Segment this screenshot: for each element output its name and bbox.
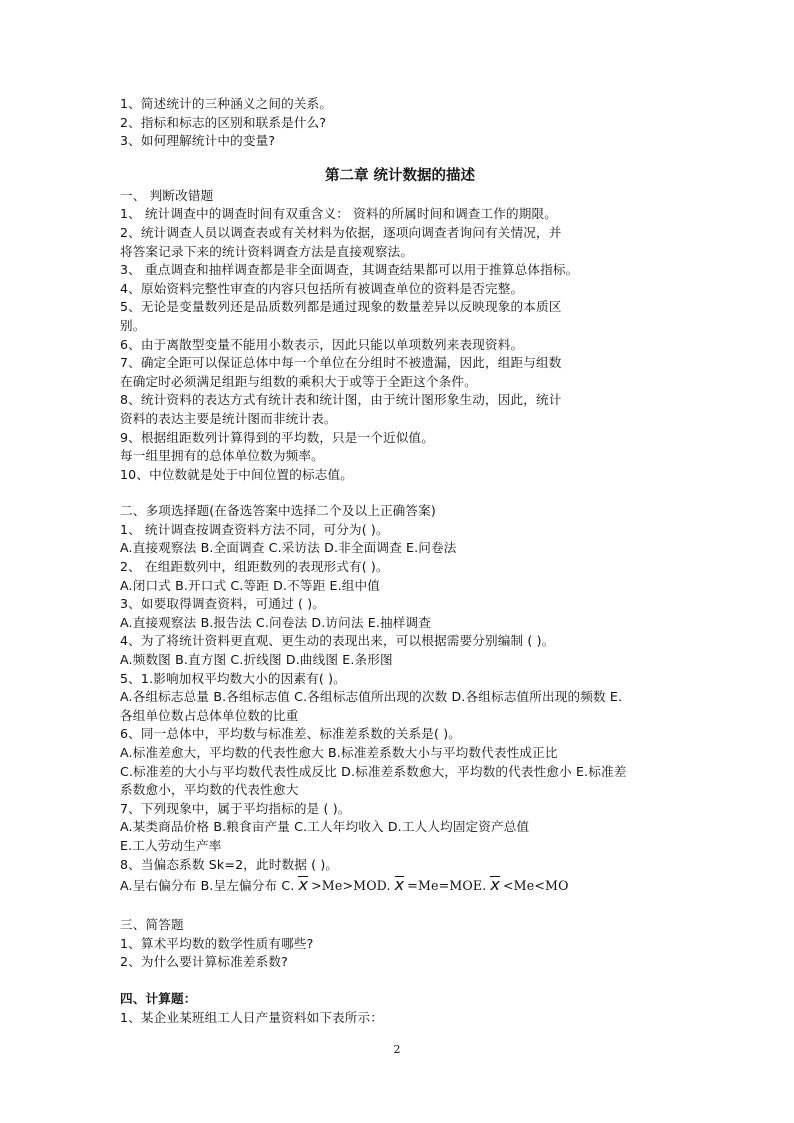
question-line: 资料的表达主要是统计图而非统计表。: [120, 410, 337, 426]
section-multiple-choice: [120, 502, 680, 898]
question-line: 10、中位数就是处于中间位置的标志值。: [120, 466, 353, 482]
question-line: 6、由于离散型变量不能用小数表示，因此只能以单项数列来表现资料。: [120, 336, 524, 352]
option-line: E.工人劳动生产率: [120, 837, 222, 853]
chapter-title: 第二章 统计数据的描述: [324, 167, 476, 184]
section-true-false: [120, 187, 680, 485]
question-line: 4、原始资料完整性审查的内容只包括所有被调查单位的资料是否完整。: [120, 280, 524, 296]
intro-line: 2、指标和标志的区别和联系是什么?: [120, 114, 327, 130]
question-line: 将答案记录下来的统计资料调查方法是直接观察法。: [120, 243, 414, 259]
question-line: 3、如要取得调查资料，可通过 ( )。: [120, 596, 326, 612]
formula-option-line: [120, 874, 680, 898]
question-line: 6、同一总体中，平均数与标准差、标准差系数的关系是( )。: [120, 726, 462, 742]
option-line: A.直接观察法 B.报告法 C.问卷法 D.访问法 E.抽样调查: [120, 614, 431, 630]
question-line: 9、根据组距数列计算得到的平均数，只是一个近似值。: [120, 429, 435, 445]
option-line: C.标准差的大小与平均数代表性成反比 D.标准差系数愈大，平均数的代表性愈小 E.标准差: [120, 763, 627, 779]
question-line: 1、算术平均数的数学性质有哪些?: [120, 935, 314, 951]
question-line: 5、无论是变量数列还是品质数列都是通过现象的数量差异以反映现象的本质区: [120, 299, 562, 315]
question-line: 3、 重点调查和抽样调查都是非全面调查，其调查结果都可以用于推算总体指标。: [120, 262, 579, 278]
intro-line: 3、如何理解统计中的变量?: [120, 133, 276, 149]
question-line: 在确定时必须满足组距与组数的乘积大于或等于全距这个条件。: [120, 373, 477, 389]
intro-line: 1、简述统计的三种涵义之间的关系。: [120, 96, 333, 111]
question-line: 4、为了将统计资料更直观、更生动的表现出来，可以根据需要分别编制 ( )。: [120, 633, 555, 649]
section-heading: 三、简答题: [120, 917, 184, 933]
question-line: 8、当偏态系数 Sk=2，此时数据 ( )。: [120, 856, 339, 872]
option-line: A.各组标志总量 B.各组标志值 C.各组标志值所出现的次数 D.各组标志值所出现的频数 E.: [120, 689, 623, 705]
formula-text-a: A.呈右偏分布 B.呈左偏分布 C.: [120, 878, 295, 894]
question-line: 2、为什么要计算标准差系数?: [120, 954, 288, 970]
question-line: 2、 在组距数列中，组距数列的表现形式有( )。: [120, 559, 389, 575]
option-line: A.闭口式 B.开口式 C.等距 D.不等距 E.组中值: [120, 577, 381, 593]
x-bar-symbol: x: [298, 875, 309, 895]
section-heading: 一、 判断改错题: [120, 187, 214, 203]
section-short-answer: [120, 916, 680, 972]
question-line: 2、统计调查人员以调查表或有关材料为依据，逐项向调查者询问有关情况，并: [120, 224, 562, 240]
x-bar-symbol: x: [490, 875, 500, 895]
intro-questions: [120, 95, 680, 151]
question-line: 每一组里拥有的总体单位数为频率。: [120, 448, 324, 464]
question-line: 5、1.影响加权平均数大小的因素有( )。: [120, 670, 346, 686]
option-line: A.某类商品价格 B.粮食亩产量 C.工人年均收入 D.工人人均固定资产总值: [120, 819, 530, 835]
formula-text: >Me>MOD.: [311, 878, 391, 894]
question-line: 1、某企业某班组工人日产量资料如下表所示：: [120, 1009, 384, 1025]
option-line: 系数愈小，平均数的代表性愈大: [120, 782, 299, 798]
question-line: 7、下列现象中，属于平均指标的是 ( )。: [120, 800, 351, 816]
question-line: 别。: [120, 317, 146, 333]
option-line: A.频数图 B.直方图 C.折线图 D.曲线图 E.条形图: [120, 652, 393, 668]
document-page: [120, 95, 680, 1027]
option-line: A.直接观察法 B.全面调查 C.采访法 D.非全面调查 E.问卷法: [120, 540, 457, 556]
x-bar-symbol: x: [394, 875, 405, 895]
section-heading: 四、计算题：: [120, 990, 197, 1006]
section-heading: 二、多项选择题(在备选答案中选择二个及以上正确答案): [120, 503, 436, 519]
page-number: 2: [393, 1043, 401, 1056]
section-calculation: [120, 990, 680, 1027]
option-line: 各组单位数占总体单位数的比重: [120, 707, 299, 723]
formula-text: =Me=MOE.: [407, 878, 487, 894]
question-line: 8、统计资料的表达方式有统计表和统计图，由于统计图形象生动，因此，统计: [120, 392, 562, 408]
option-line: A.标准差愈大，平均数的代表性愈大 B.标准差系数大小与平均数代表性成正比: [120, 745, 558, 760]
question-line: 1、 统计调查按调查资料方法不同，可分为( )。: [120, 521, 389, 537]
question-line: 7、确定全距可以保证总体中每一个单位在分组时不被遗漏，因此，组距与组数: [120, 355, 562, 371]
question-line: 1、 统计调查中的调查时间有双重含义： 资料的所属时间和调查工作的期限。: [120, 206, 558, 222]
formula-text: <Me<MO: [502, 878, 569, 894]
